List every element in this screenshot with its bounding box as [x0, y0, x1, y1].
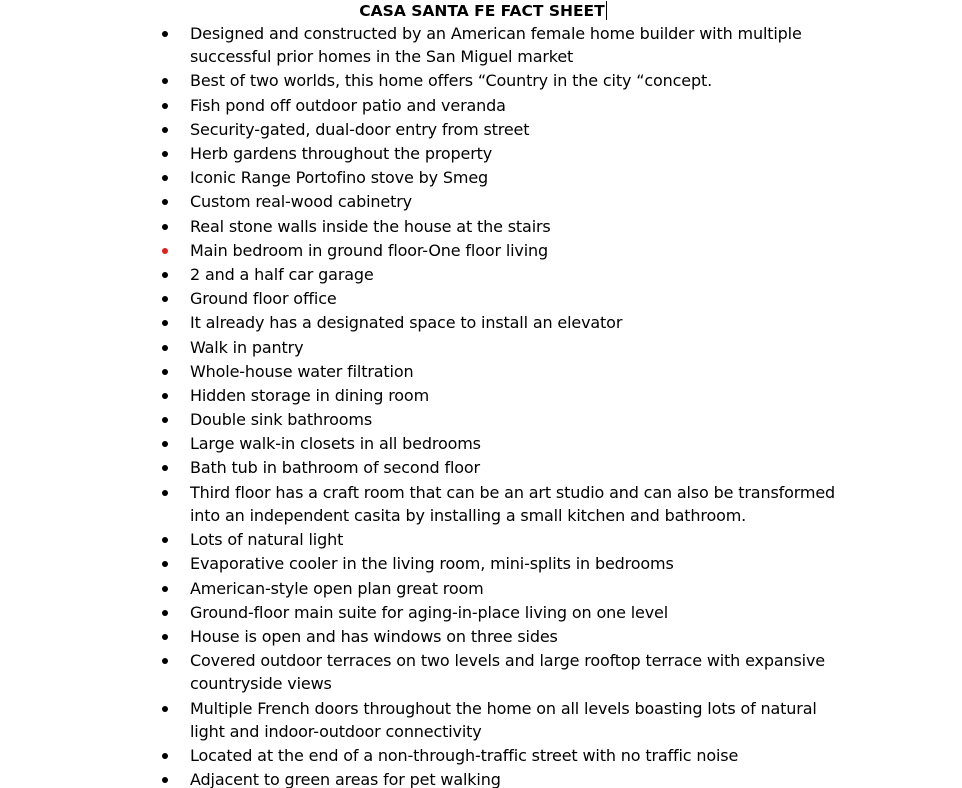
bullet-icon [162, 151, 168, 157]
fact-list-item[interactable] [0, 215, 962, 238]
fact-list-item[interactable] [0, 552, 962, 575]
fact-list-item[interactable] [0, 142, 962, 165]
fact-item-text[interactable]: Custom real-wood cabinetry [190, 192, 412, 212]
bullet-icon [162, 465, 168, 471]
fact-list-item[interactable] [0, 384, 962, 407]
fact-item-text[interactable]: House is open and has windows on three sides [190, 626, 558, 646]
bullet-icon [162, 320, 168, 326]
bullet-icon [162, 224, 168, 230]
fact-item-text[interactable]: Covered outdoor terraces on two levels and large rooftop terrace with expansive countryside views [190, 651, 825, 694]
bullet-icon [162, 753, 168, 759]
fact-item-text[interactable]: Real stone walls inside the house at the stairs [190, 216, 551, 236]
fact-list-item[interactable] [0, 263, 962, 286]
fact-item-text[interactable]: Located at the end of a non-through-traffic street with no traffic noise [190, 746, 739, 766]
fact-item-text[interactable]: Hidden storage in dining room [190, 385, 430, 405]
fact-item-text[interactable]: Double sink bathrooms [190, 410, 373, 430]
bullet-icon [162, 610, 168, 616]
document-title[interactable]: CASA SANTA FE FACT SHEET [359, 2, 605, 20]
fact-item-text[interactable]: Lots of natural light [190, 530, 344, 550]
fact-item-text[interactable]: Whole-house water filtration [190, 361, 414, 381]
fact-item-text[interactable]: Main bedroom in ground floor-One floor living [190, 240, 549, 260]
text-cursor [606, 1, 607, 20]
fact-list-item[interactable] [0, 456, 962, 479]
bullet-icon [162, 561, 168, 567]
fact-list-item[interactable] [0, 166, 962, 189]
fact-item-text[interactable]: Security-gated, dual-door entry from street [190, 119, 530, 139]
bullet-icon [162, 103, 168, 109]
fact-item-text[interactable]: Ground floor office [190, 289, 337, 309]
bullet-icon [162, 31, 168, 37]
bullet-icon [162, 345, 168, 351]
fact-list-item[interactable] [0, 336, 962, 359]
fact-item-text[interactable]: 2 and a half car garage [190, 264, 374, 284]
bullet-icon [162, 441, 168, 447]
bullet-icon [162, 658, 168, 664]
fact-list-item[interactable] [0, 239, 962, 262]
fact-list-item[interactable] [0, 601, 962, 624]
bullet-icon [162, 199, 168, 205]
fact-item-text[interactable]: Large walk-in closets in all bedrooms [190, 434, 481, 454]
fact-item-text[interactable]: Best of two worlds, this home offers “Country in the city “concept. [190, 71, 713, 91]
fact-item-text[interactable]: Ground-floor main suite for aging-in-place living on one level [190, 602, 668, 622]
bullet-icon [162, 393, 168, 399]
bullet-icon [162, 706, 168, 712]
bullet-icon [162, 417, 168, 423]
fact-list-item[interactable] [0, 94, 962, 117]
fact-item-text[interactable]: Bath tub in bathroom of second floor [190, 458, 480, 478]
bullet-icon [162, 127, 168, 133]
fact-list-item[interactable] [0, 360, 962, 383]
fact-item-text[interactable]: Third floor has a craft room that can be an art studio and can also be transformed into an independent casita by installing a small kitchen and bathroom. [190, 482, 836, 525]
fact-item-text[interactable]: Fish pond off outdoor patio and veranda [190, 95, 506, 115]
fact-item-text[interactable]: Designed and constructed by an American female home builder with multiple successful prior homes in the San Miguel market [190, 24, 802, 67]
bullet-icon [162, 537, 168, 543]
fact-list-item[interactable] [0, 69, 962, 92]
fact-list-item[interactable] [0, 118, 962, 141]
bullet-icon [162, 777, 168, 783]
bullet-icon [162, 78, 168, 84]
fact-item-text[interactable]: Multiple French doors throughout the home on all levels boasting lots of natural light and indoor-outdoor connectivity [190, 698, 817, 741]
bullet-icon [162, 296, 168, 302]
fact-list-item[interactable] [0, 22, 962, 69]
fact-list [0, 22, 962, 788]
fact-list-item[interactable] [0, 577, 962, 600]
fact-item-text[interactable]: Evaporative cooler in the living room, mini-splits in bedrooms [190, 554, 674, 574]
fact-item-text[interactable]: Adjacent to green areas for pet walking [190, 770, 501, 788]
fact-list-item[interactable] [0, 311, 962, 334]
bullet-icon [162, 175, 168, 181]
fact-list-item[interactable] [0, 649, 962, 696]
document-title-line[interactable] [0, 1, 962, 21]
bullet-icon [162, 272, 168, 278]
fact-item-text[interactable]: Walk in pantry [190, 337, 304, 357]
fact-list-item[interactable] [0, 744, 962, 767]
fact-item-text[interactable]: Herb gardens throughout the property [190, 144, 493, 164]
bullet-icon [162, 369, 168, 375]
red-bullet-icon [162, 248, 168, 254]
fact-list-item[interactable] [0, 625, 962, 648]
fact-list-item[interactable] [0, 287, 962, 310]
fact-list-item[interactable] [0, 408, 962, 431]
bullet-icon [162, 490, 168, 496]
fact-item-text[interactable]: Iconic Range Portofino stove by Smeg [190, 168, 489, 188]
fact-list-item[interactable] [0, 190, 962, 213]
fact-item-text[interactable]: It already has a designated space to install an elevator [190, 313, 623, 333]
bullet-icon [162, 586, 168, 592]
fact-list-item[interactable] [0, 432, 962, 455]
fact-list-item[interactable] [0, 768, 962, 788]
bullet-icon [162, 634, 168, 640]
fact-list-item[interactable] [0, 697, 962, 744]
fact-list-item[interactable] [0, 528, 962, 551]
fact-item-text[interactable]: American-style open plan great room [190, 578, 484, 598]
fact-list-item[interactable] [0, 481, 962, 528]
